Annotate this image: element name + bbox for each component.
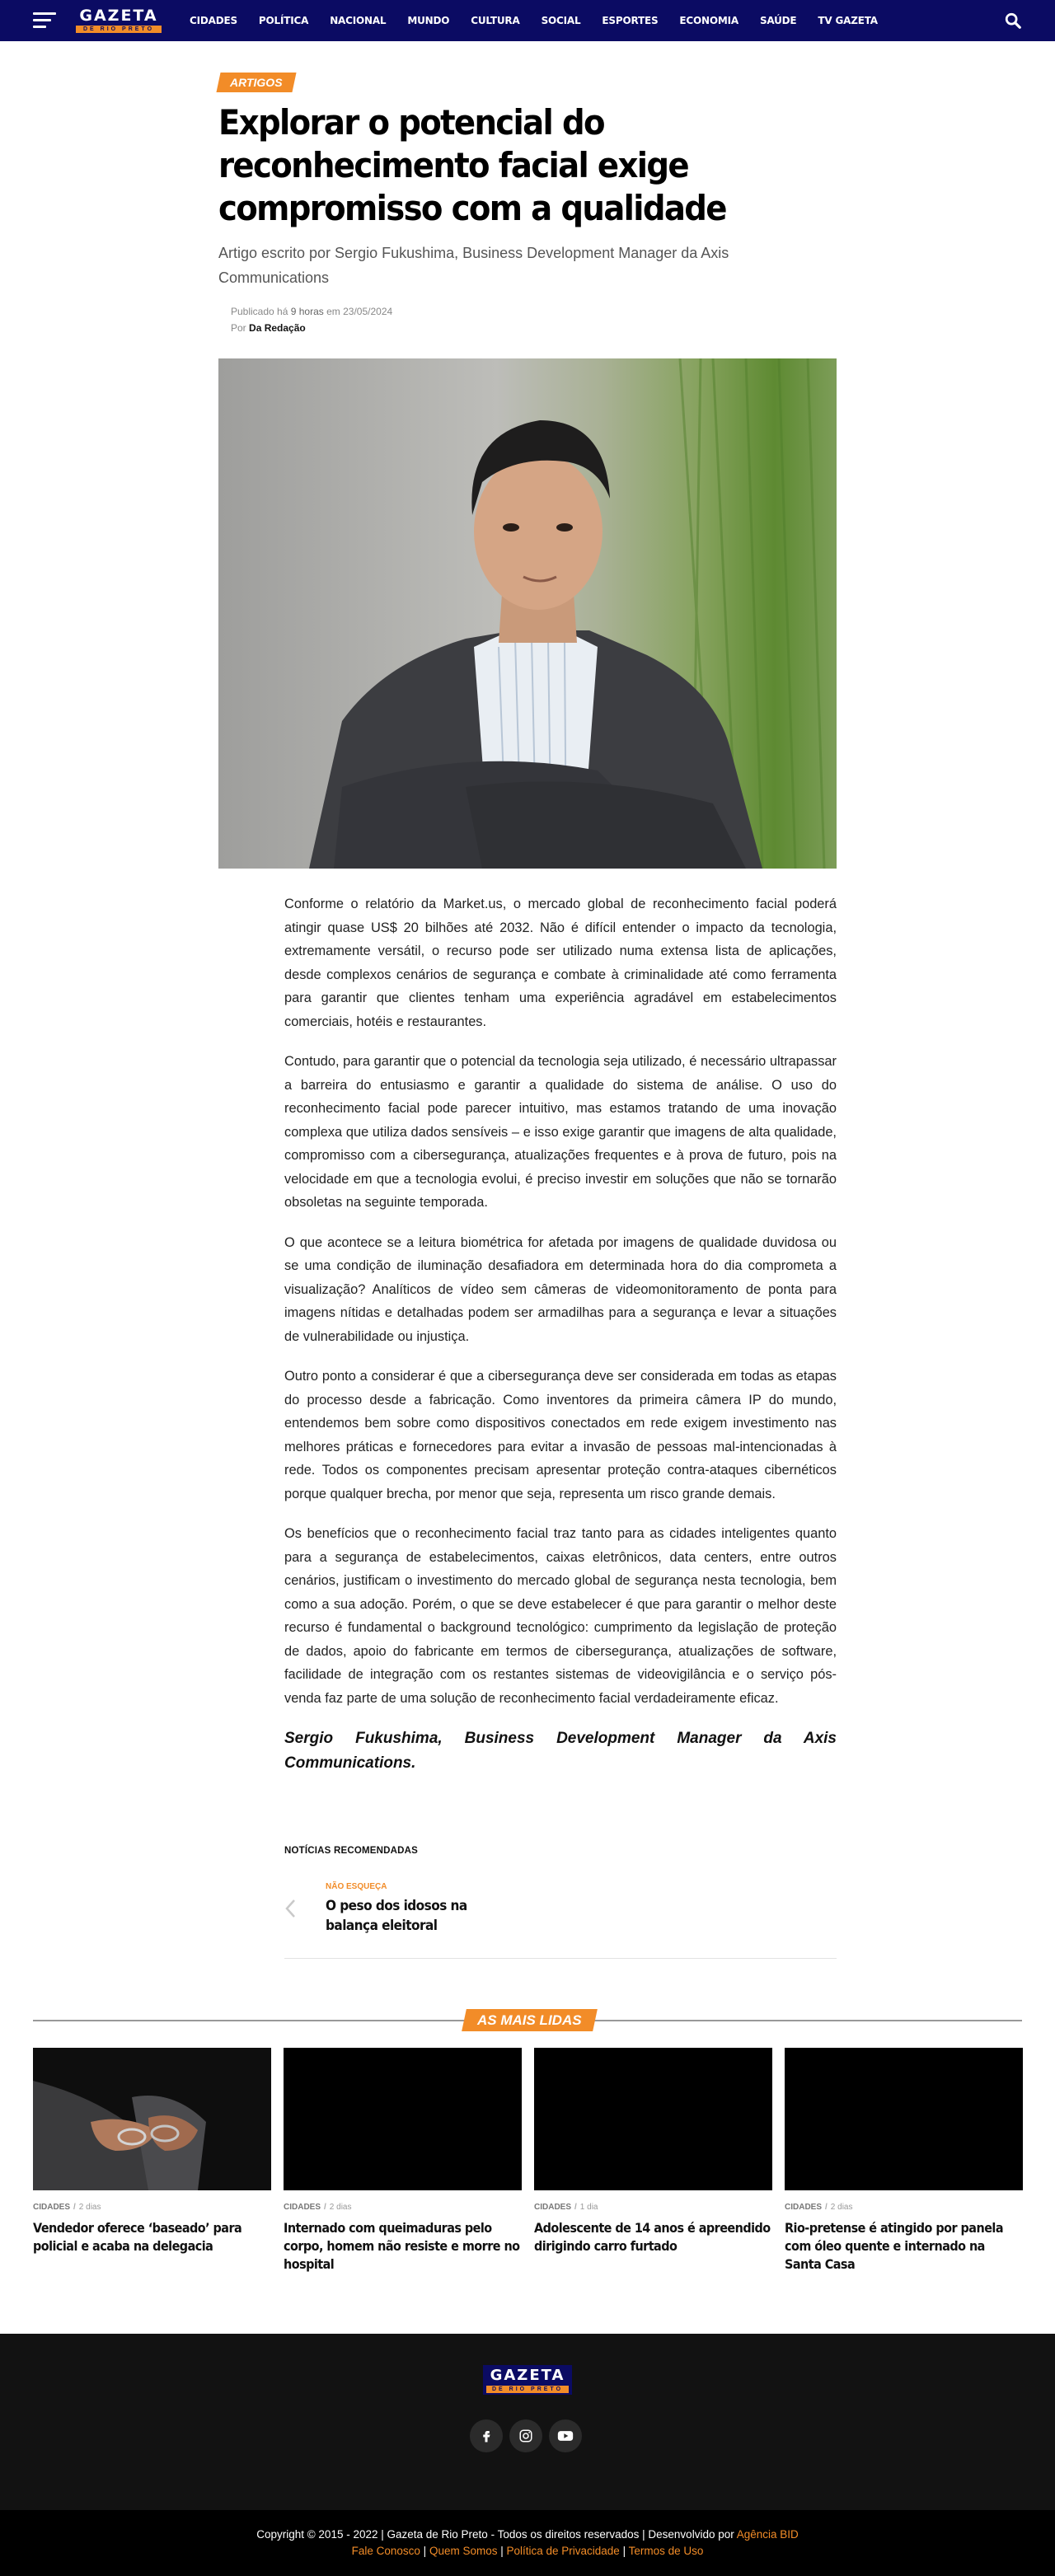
footer-logo[interactable] [483,2365,572,2395]
portrait-illustration [218,358,837,869]
card-thumbnail[interactable] [33,2048,271,2190]
most-read-card[interactable] [284,2048,522,2274]
card-age: 1 dia [579,2203,598,2212]
article-paragraph: Conforme o relatório da Market.us, o mercado global de reconhecimento facial poderá atingir quase US$ 20 bilhões até 2032. Não é difícil entender o impacto da tecnologia, extremamente versátil, o recurso pode ser utilizado numa extensa lista de aplicações, desde complexos cenários de segurança e combate à criminalidade até como ferramenta para garantir que clientes tenham uma experiência agradável em estabelecimentos comerciais, hotéis e restaurantes. [284,897,837,1029]
menu-item-politica[interactable]: POLÍTICA [258,15,309,26]
published-date: em 23/05/2024 [326,306,393,317]
menu-item-cultura[interactable]: CULTURA [471,15,520,26]
footer-link-about[interactable]: Quem Somos [429,2545,498,2557]
menu-item-mundo[interactable]: MUNDO [407,15,450,26]
article-body [284,892,837,1792]
main-menu [190,0,899,41]
by-prefix: Por [231,322,246,334]
article-paragraph: Outro ponto a considerar é que a cibersegurança deve ser considerada em todas as etapas do processo desde a fabricação. Como inventores da primeira câmera IP do mundo, entendemos bem sobre como dispositivos conectados em rede exigem investimento nas melhores práticas e fornecedores para evitar a invasão de pessoas mal-intencionadas à rede. Todos os componentes precisam apresentar proteção contra-ataques cibernéticos porque qualquer brecha, por menor que seja, representa um risco grande demais. [284,1369,837,1501]
card-category[interactable]: CIDADES [284,2203,321,2212]
author-link[interactable]: Da Redação [249,322,306,334]
copyright-text: Copyright © 2015 - 2022 | Gazeta de Rio Preto - Todos os direitos reservados | Desenvolvido por [256,2528,734,2541]
publish-info [231,303,392,320]
category-tag[interactable] [216,73,296,92]
youtube-icon[interactable] [549,2419,582,2452]
card-meta: CIDADES / 2 dias [284,2203,352,2212]
divider [284,1958,837,1959]
article-subtitle: Artigo escrito por Sergio Fukushima, Business Development Manager da Axis Communications [218,245,729,286]
article-title: Explorar o potencial do reconhecimento facial exige compromisso com a qualidade [218,102,726,228]
card-title[interactable]: Adolescente de 14 anos é apreendido dirigindo carro furtado [534,2220,771,2254]
card-age: 2 dias [78,2203,101,2212]
menu-item-social[interactable]: SOCIAL [541,15,581,26]
logo-text: GAZETA [79,7,158,25]
card-thumbnail[interactable] [534,2048,772,2190]
article-paragraph: Contudo, para garantir que o potencial da tecnologia seja utilizado, é necessário ultrapassar a barreira do entusiasmo e garantir a qualidade do sistema de análise. O uso do reconhecimento facial pode parecer intuitivo, mas estamos tratando de uma inovação complexa que utiliza dados sensíveis – e isso exige garantir que imagens de alta qualidade, compromisso com a cibersegurança, atualizações frequentes e à prova de futuro, pois na velocidade em que a tecnologia evolui, é preciso investir em soluções que não se tornarão obsoletas na seguinte temporada. [284,1054,837,1210]
most-read-card[interactable] [534,2048,772,2274]
chevron-left-icon[interactable] [284,1899,296,1918]
recommended-article-link[interactable] [284,1880,532,1938]
social-links [470,2419,582,2452]
recommended-heading: NOTÍCIAS RECOMENDADAS [284,1846,419,1856]
logo-subtext: DE RIO PRETO [76,26,162,33]
facebook-icon[interactable] [470,2419,503,2452]
footer-logo-text: GAZETA [490,2367,565,2384]
instagram-icon[interactable] [509,2419,542,2452]
card-meta: CIDADES / 2 dias [33,2203,101,2212]
footer-link-privacy[interactable]: Política de Privacidade [506,2545,620,2557]
top-navigation [0,0,1055,41]
footer-links: Fale Conosco | Quem Somos | Política de Privacidade | Termos de Uso [351,2545,704,2557]
menu-item-cidades[interactable]: CIDADES [190,15,237,26]
handcuffs-photo [33,2048,271,2190]
menu-item-nacional[interactable]: NACIONAL [330,15,387,26]
card-category[interactable]: CIDADES [785,2203,823,2212]
article-signature: Sergio Fukushima, Business Development Manager da Axis Communications. [284,1730,837,1772]
footer-link-terms[interactable]: Termos de Uso [628,2545,704,2557]
most-read-card[interactable] [33,2048,271,2274]
card-category[interactable]: CIDADES [534,2203,572,2212]
menu-item-esportes[interactable]: ESPORTES [602,15,659,26]
published-prefix: Publicado há [231,306,288,317]
byline [231,320,392,336]
footer-link-contact[interactable]: Fale Conosco [351,2545,420,2557]
card-title[interactable]: Vendedor oferece ‘baseado’ para policial e acaba na delegacia [33,2220,242,2254]
card-thumbnail[interactable] [785,2048,1023,2190]
published-ago: 9 horas [290,306,324,317]
developer-link[interactable]: Agência BID [736,2528,799,2541]
footer-logo-subtext: DE RIO PRETO [486,2386,569,2393]
article-paragraph: Os benefícios que o reconhecimento facial traz tanto para as cidades inteligentes quanto para a segurança de estabelecimentos, caixas eletrônicos, data centers, entre outros cenários, justificam o investimento do mercado global de segurança nesta tecnologia, bem como a sua adoção. Porém, o que se deve estabelecer é que para garantir o melhor deste recurso é fundamental o background tecnológico: cumprimento da legislação de proteção de dados, apoio do fabricante em termos de cibersegurança, atualizações de software, facilidade de integração com os restantes sistemas de videovigilância e o serviço pós-venda faz parte de uma solução de reconhecimento facial verdadeiramente eficaz. [284,1526,837,1706]
search-icon[interactable] [1004,12,1022,30]
card-meta: CIDADES / 1 dia [534,2203,598,2212]
card-title[interactable]: Internado com queimaduras pelo corpo, homem não resiste e morre no hospital [284,2220,520,2272]
article-paragraph: O que acontece se a leitura biométrica for afetada por imagens de qualidade duvidosa ou se uma condição de iluminação desafiadora em determinada hora do dia comprometa a visualização? Analíticos de vídeo sem câmeras de videomonitoramento de ponta para imagens nítidas e detalhadas podem ser armadilhas para a segurança e levar a situações de vulnerabilidade ou injustiça. [284,1234,837,1344]
card-thumbnail[interactable] [284,2048,522,2190]
card-category[interactable]: CIDADES [33,2203,71,2212]
menu-item-tv-gazeta[interactable]: TV GAZETA [818,15,878,26]
menu-item-saude[interactable]: SAÚDE [759,15,797,26]
article-hero-image [218,358,837,869]
copyright-line [0,2527,1055,2543]
card-title[interactable]: Rio-pretense é atingido por panela com óleo quente e internado na Santa Casa [785,2220,1004,2272]
menu-item-economia[interactable]: ECONOMIA [679,15,738,26]
recommended-kicker: NÃO ESQUEÇA [326,1882,387,1891]
card-age: 2 dias [830,2203,853,2212]
recommended-title: O peso dos idosos na balança eleitoral [326,1898,467,1934]
card-age: 2 dias [329,2203,352,2212]
site-footer [0,2334,1055,2510]
most-read-list [33,2048,1022,2274]
most-read-heading [462,2009,597,2031]
most-read-card[interactable] [785,2048,1023,2274]
most-read-label: AS MAIS LIDAS [477,2012,582,2028]
card-meta: CIDADES / 2 dias [785,2203,853,2212]
category-label: ARTIGOS [230,76,283,89]
article-meta [231,303,392,336]
site-logo[interactable] [76,7,162,35]
hamburger-icon[interactable] [33,12,56,29]
copyright-bar [0,2510,1055,2576]
